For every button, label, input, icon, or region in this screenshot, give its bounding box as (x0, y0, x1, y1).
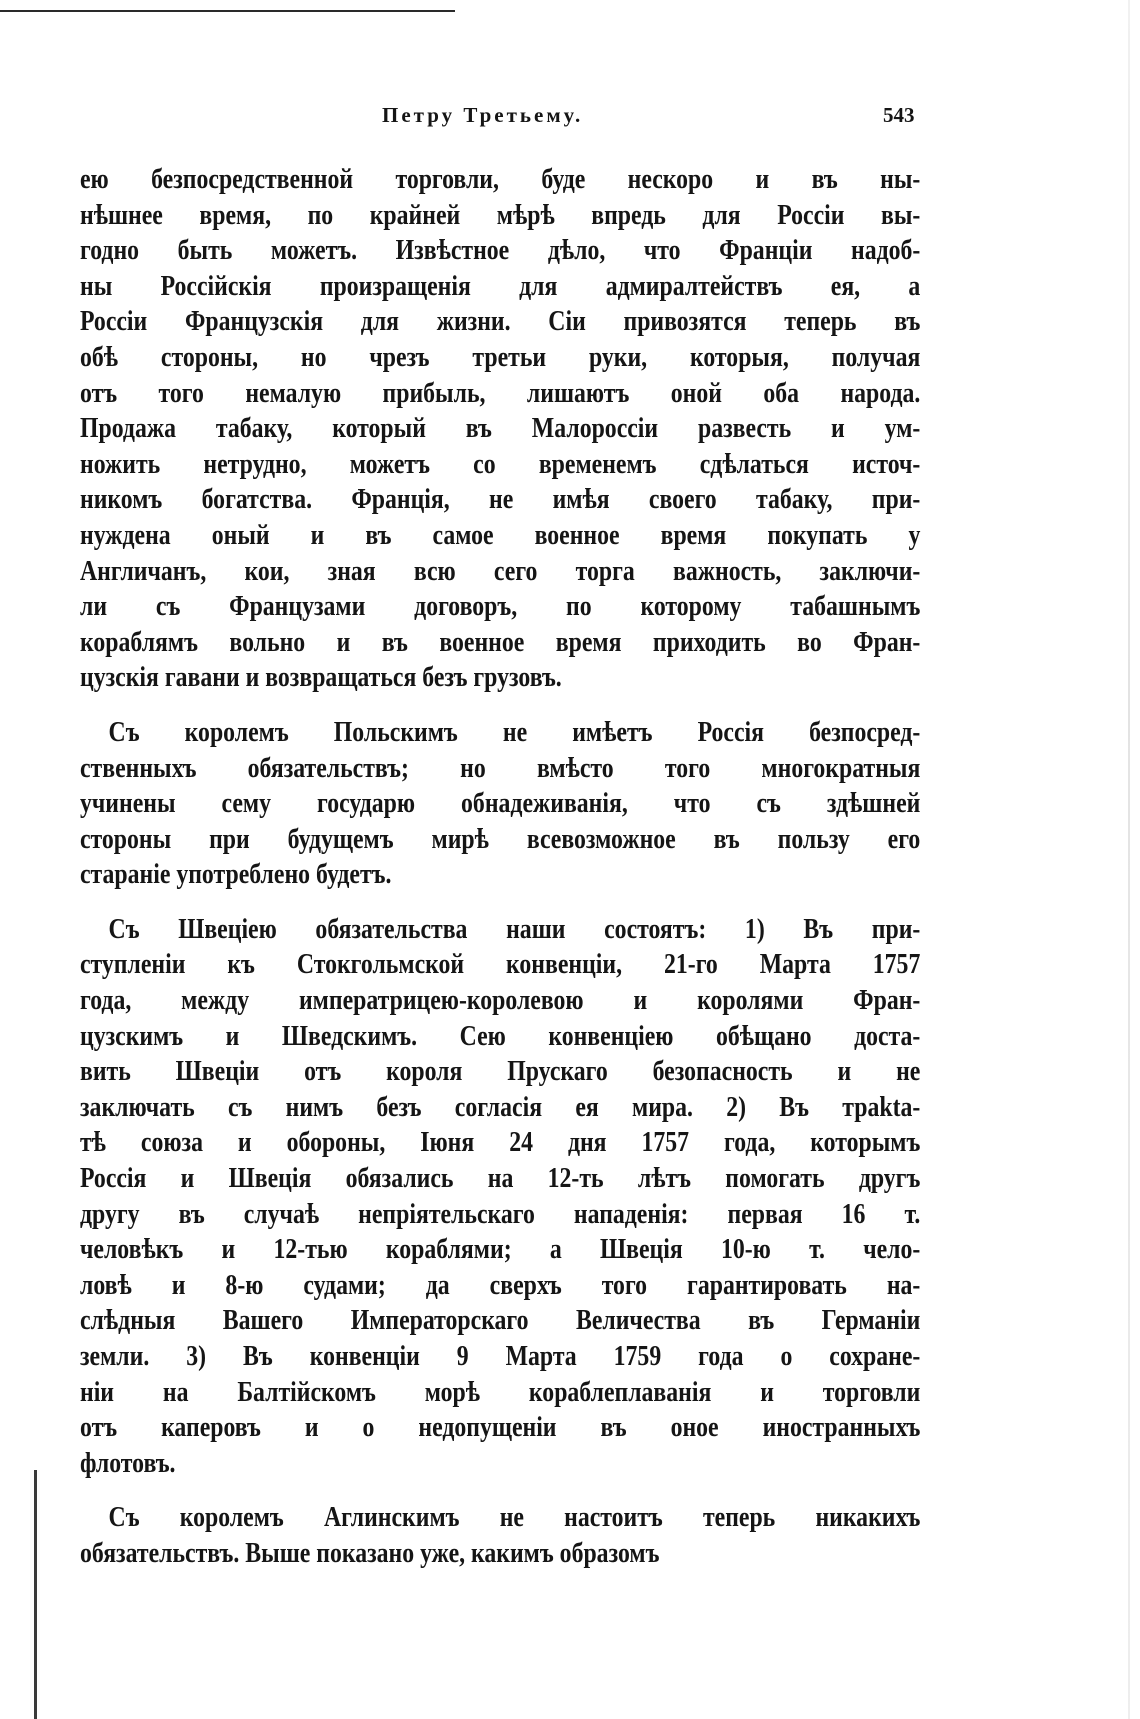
text-line: ножить нетрудно, можетъ со временемъ сдѣлаться источ- (80, 447, 921, 480)
page-edge-right (1128, 0, 1130, 1719)
text-line: флотовъ. (80, 1446, 176, 1479)
text-line: Россія и Швеція обязались на 12-ть лѣтъ помогать другъ (80, 1162, 921, 1195)
text-line: года, между императрицею-королевою и королями Фран- (80, 984, 921, 1017)
text-line: стараніе употреблено будетъ. (80, 858, 392, 891)
text-line: отъ каперовъ и о недопущеніи въ оное иностранныхъ (80, 1411, 921, 1444)
text-line: учинены сему государю обнадеживанія, что съ здѣшней (80, 787, 921, 820)
text-line: ею безпосредственной торговли, буде нескоро и въ ны- (80, 163, 921, 195)
text-line: человѣкъ и 12-тью кораблями; а Швеція 10-ю т. чело- (80, 1233, 921, 1266)
text-line: нуждена оный и въ самое военное время покупать у (80, 518, 921, 551)
paragraph (80, 1500, 920, 1571)
text-line: заключать съ нимъ безъ согласія ея мира. 2) Въ трakta- (80, 1090, 921, 1123)
paragraph (80, 912, 920, 1482)
text-body (80, 162, 920, 1591)
text-line: цузскимъ и Шведскимъ. Сею конвенціею обѣщано доста- (80, 1019, 921, 1052)
running-head (0, 103, 1140, 135)
text-line: стороны при будущемъ мирѣ всевозможное въ пользу его (80, 822, 921, 855)
text-line: никомъ богатства. Франція, не имѣя своего табаку, при- (80, 483, 921, 516)
top-rule (0, 10, 455, 12)
text-line: Продажа табаку, который въ Малороссіи развесть и ум- (80, 412, 921, 445)
text-line: Съ королемъ Польскимъ не имѣетъ Россія безпосред- (108, 715, 921, 748)
page-edge-left (34, 1470, 37, 1719)
running-title: Петру Третьему. (382, 103, 584, 127)
text-line: Съ королемъ Аглинскимъ не настоитъ теперь никакихъ (108, 1501, 921, 1534)
text-line: отъ того немалую прибыль, лишаютъ оной оба народа. (80, 376, 921, 409)
text-line: ственныхъ обязательствъ; но вмѣсто того многократныя (80, 751, 921, 784)
text-line: цузскія гавани и возвращаться безъ грузовъ. (80, 661, 562, 694)
text-line: ніи на Балтійскомъ морѣ кораблеплаванія и торговли (80, 1375, 921, 1408)
text-line: земли. 3) Въ конвенціи 9 Марта 1759 года о сохране- (80, 1340, 921, 1372)
text-line: Англичанъ, кои, зная всю сего торга важность, заключи- (80, 554, 921, 587)
text-line: Съ Швеціею обязательства наши состоятъ: 1) Въ при- (108, 912, 921, 945)
text-line: другу въ случаѣ непріятельскаго нападенія: первая 16 т. (80, 1197, 921, 1230)
text-line: ли съ Французами договоръ, по которому табашнымъ (80, 590, 921, 623)
text-line: кораблямъ вольно и въ военное время приходить во Фран- (80, 625, 921, 658)
text-line: нѣшнее время, по крайней мѣрѣ впредь для Россіи вы- (80, 198, 921, 231)
text-line: ловѣ и 8-ю судами; да сверхъ того гарантировать на- (80, 1268, 921, 1301)
text-line: Россіи Французскія для жизни. Сіи привозятся теперь въ (80, 305, 921, 338)
paragraph (80, 715, 920, 893)
text-line: слѣдныя Вашего Императорскаго Величества въ Германіи (80, 1304, 921, 1337)
text-line: тѣ союза и обороны, Іюня 24 дня 1757 года, которымъ (80, 1126, 921, 1159)
page-number: 543 (883, 103, 915, 127)
text-line: годно быть можетъ. Извѣстное дѣло, что Франціи надоб- (80, 234, 921, 267)
text-line: ступленіи къ Стокгольмской конвенціи, 21-го Марта 1757 (80, 948, 921, 981)
paragraph (80, 162, 920, 696)
text-line: обѣ стороны, но чрезъ третьи руки, которыя, получая (80, 340, 921, 373)
text-line: вить Швеціи отъ короля Прускаго безопасность и не (80, 1055, 921, 1088)
text-line: обязательствъ. Выше показано уже, какимъ образомъ (80, 1536, 660, 1569)
text-line: ны Россійскія произращенія для адмиралтействъ ея, а (80, 269, 921, 302)
